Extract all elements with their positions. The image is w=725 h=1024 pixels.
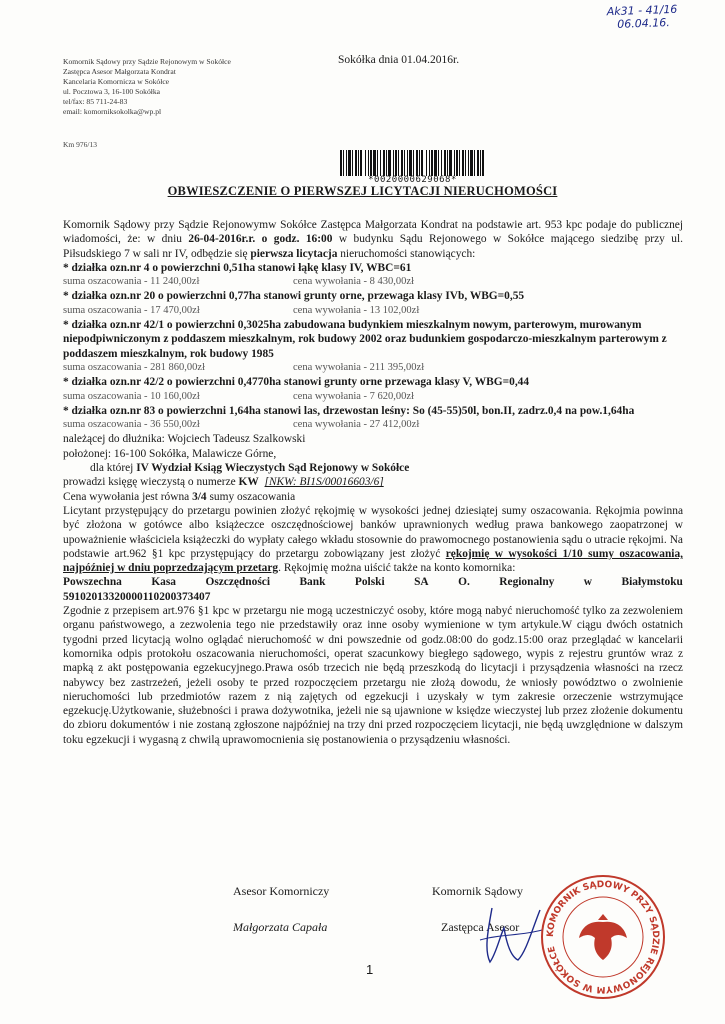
land-register-number [63,475,683,489]
page-number: 1 [366,962,374,977]
sender-line: tel/fax: 85 711-24-83 [63,97,128,106]
parcel-description: * działka ozn.nr 83 o powierzchni 1,64ha stanowi las, drzewostan leśny: So (45-55)50l, bon.II, zadrz.0,4 na pow.1,64ha [63,404,635,417]
parcel-description: * działka ozn.nr 42/2 o powierzchni 0,4770ha stanowi grunty orne przewaga klasy V, WBG=0,44 [63,376,530,389]
parcel-call-price: cena wywołania - 8 430,00zł [293,276,415,288]
parcel-estimate: suma oszacowania - 281 860,00zł [63,361,206,373]
parcel-item [63,404,683,433]
handwritten-note-line: 06.04.16. [617,16,670,31]
document-title: OBWIESZCZENIE O PIERWSZEJ LICYTACJI NIERUCHOMOŚCI [167,184,558,198]
bank-word: Bank [299,576,326,589]
parcel-description: * działka ozn.nr 20 o powierzchni 0,77ha stanowi grunty orne, przewaga klasy IVb, WBG=0,55 [63,290,525,303]
barcode [340,150,485,176]
bank-word: w [583,576,593,589]
official-stamp [538,872,668,1002]
parcel-estimate: suma oszacowania - 36 550,00zł [63,419,200,431]
call-price-fraction: 3/4 [192,490,207,503]
parcel-description: * działka ozn.nr 42/1 o powierzchni 0,3025ha zabudowana budynkiem mieszkalnym nowym, parterowym, murowanym niepodpiwniczonym z poddaszem mieszkalnym, rok budowy 2002 oraz budunkiem gospodarczo-mieszkalnym parterowym z poddaszem mieszkalnym, rok budowy 1985 [63,319,667,360]
place-date: Sokółka dnia 01.04.2016r. [338,54,460,66]
parcel-call-price: cena wywołania - 211 395,00zł [293,361,425,373]
bank-word: Regionalny [499,576,555,589]
parcel-item [63,375,683,404]
parcel-estimate: suma oszacowania - 10 160,00zł [63,390,200,402]
parcel-estimate: suma oszacowania - 17 470,00zł [63,304,200,316]
stamp-text: KOMORNIK SĄDOWY PRZY SĄDZIE REJONOWYM W SOKÓŁCE [545,879,661,995]
deposit-paragraph [63,504,683,575]
call-price-rule [63,490,683,504]
call-price-text: sumy oszacowania [206,490,296,503]
intro-text: Komornik Sądowy przy Sądzie Rejonowymw Sokółce Zastępca Małgorzata Kondrat na podstawie art. 953 kpc podaje do publicznej wiadomości, że: w dniu [63,219,683,246]
call-price-text: Cena wywołania jest równa [63,490,193,503]
parcel-call-price: cena wywołania - 7 620,00zł [293,390,415,402]
auction-date: 26-04-2016r.r. o godz. 16:00 [188,233,333,246]
parcel-item [63,318,683,375]
deposit-text: Licytant przystępujący do przetargu powinien złożyć rękojmię w wysokości jednej dziesiątej sumy oszacowania. Rękojmia powinna być złożona w gotówce albo książeczce oszczędnościowej banków uprawnionych według prawa bankowego zaopatrzonej w upoważnienie właściciela książeczki do wypłaty całego wkładu stosownie do prawomocnego postanowienia sądu o utracie rękojmi. Na podstawie art.962 §1 kpc przystępujący do przetargu zobowiązany jest złożyć [63,504,683,560]
court-name: IV Wydział Ksiąg Wieczystych Sąd Rejonowy w Sokółce [136,462,410,475]
bank-account-number: 59102013320000110200373407 [63,590,211,603]
intro-paragraph [63,218,683,261]
kw-label: KW [238,476,259,489]
signature-right-subtitle: Zastępca Asesor [441,920,520,934]
signature-right-title: Komornik Sądowy [432,884,523,898]
auction-type: pierwsza licytacja [250,247,338,260]
signature-left-title: Asesor Komorniczy [233,884,330,898]
court-prefix: dla której [90,462,137,475]
eagle-emblem-icon [579,914,627,960]
handwritten-note-line: Ak31 - 41/16 [606,2,678,19]
kw-number: [NKW: BI1S/00016603/6] [264,476,384,489]
property-location: położonej: 16-100 Sokółka, Malawicze Górne, [63,447,277,460]
parcel-estimate: suma oszacowania - 11 240,00zł [63,276,200,288]
signature-left-name: Małgorzata Capała [233,920,328,934]
sender-address [63,57,231,117]
sender-line: ul. Pocztowa 3, 16-100 Sokółka [63,87,161,96]
bank-name [63,575,683,589]
handwritten-note [607,3,678,31]
case-reference: Km 976/13 [63,140,97,149]
bank-word: Kasa [151,576,176,589]
parcel-call-price: cena wywołania - 27 412,00zł [293,419,420,431]
bank-word: Powszechna [63,576,122,589]
deposit-text: . Rękojmię można uiścić także na konto komornika: [278,562,516,575]
intro-text: w budynku Sądu Rejonowego w Sokółce mającego siedzibę przy ul. Piłsudskiego 7 w sali nr IV, odbędzie się [63,233,683,260]
sender-line: Zastępca Asesor Małgorzata Kondrat [63,67,176,76]
intro-text: nieruchomości stanowiących: [337,247,476,260]
document-body [63,218,683,747]
debtor-owner: należącej do dłużnika: Wojciech Tadeusz Szalkowski [63,433,306,446]
parcel-description: * działka ozn.nr 4 o powierzchni 0,51ha stanowi łąkę klasy IV, WBC=61 [63,261,412,274]
barcode-number: *0020000629068* [368,175,457,185]
bank-word: Oszczędności [205,576,270,589]
kw-prefix: prowadzi księgę wieczystą o numerze [63,476,239,489]
deposit-requirement: rękojmię w wysokości 1/10 sumy oszacowania, najpóźniej w dniu poprzedzającym przetarg [63,547,683,575]
parcel-call-price: cena wywołania - 13 102,00zł [293,304,420,316]
parcel-item [63,261,683,290]
bank-word: Białymstoku [621,576,683,589]
parcel-item [63,289,683,318]
sender-line: Kancelaria Komornicza w Sokółce [63,77,170,86]
sender-line: Komornik Sądowy przy Sądzie Rejonowym w Sokółce [63,57,231,66]
bank-word: SA [414,576,429,589]
bank-word: O. [458,576,470,589]
sender-line: email: komorniksokolka@wp.pl [63,107,162,116]
parcel-list [63,261,683,433]
land-register-court [63,461,683,475]
bank-word: Polski [354,576,385,589]
rules-paragraph: Zgodnie z przepisem art.976 §1 kpc w przetargu nie mogą uczestniczyć osoby, które mogą nabyć nieruchomość tylko za zezwoleniem organu państwowego, a zezwolenia tego nie przedstawiły oraz inne osoby wymienione w tym artykule.W ciągu dwóch ostatnich tygodni przed licytacją wolno oglądać nieruchomość w dni powszednie od godz.08:00 do godz.15:00 oraz przeglądać w kancelarii komornika odpis protokołu oszacowania nieruchomości, operat szacunkowy biegłego sądowego, wypis z rejestru gruntów wraz z mapką z akt postępowania egzekucyjnego.Prawa osób trzecich nie będą przeszkodą do licytacji i przysądzenia własności na rzecz nabywcy bez zastrzeżeń, jeżeli osoby te przed rozpoczęciem przetargu nie złożą dowodu, że wniosły powództwo o zwolnienie nieruchomości lub przedmiotów razem z nią zajętych od egzekucji i uzyskały w tym zakresie orzeczenie wstrzymujące egzekucję.Użytkowanie, służebności i prawa dożywotnika, jeżeli nie są ujawnione w księdze wieczystej lub przez złożenie dokumentu do zbioru dokumentów i nie zostaną zgłoszone najpóźniej na trzy dni przed rozpoczęciem licytacji, nie będą uwzględnione w dalszym toku egzekucji i wygasną z chwilą uprawomocnienia się postanowienia o przysądzeniu własności. [63,605,683,746]
